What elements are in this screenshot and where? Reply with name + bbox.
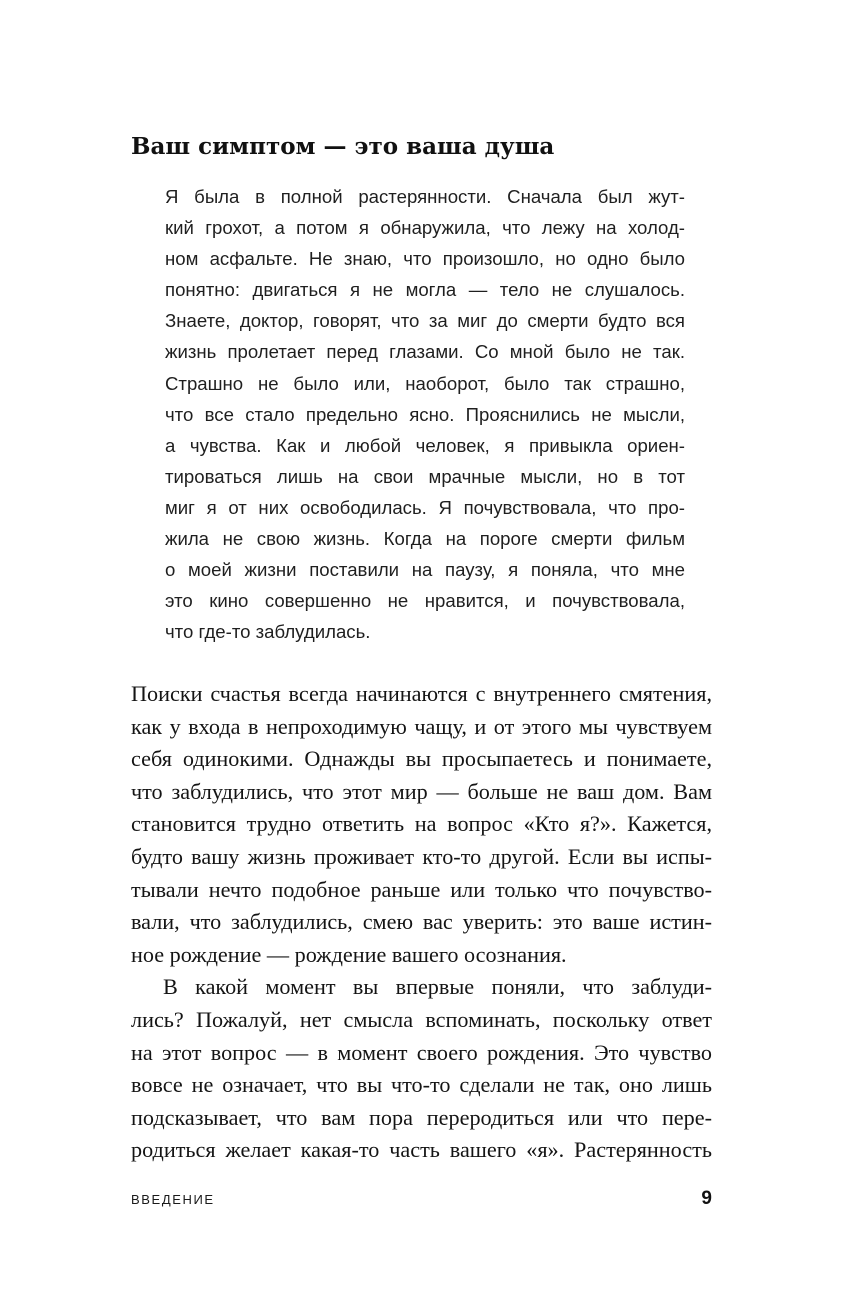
body-line: становится трудно ответить на вопрос «Кто я?». Кажется, [131, 811, 712, 837]
body-line: лись? Пожалуй, нет смысла вспоминать, поскольку ответ [131, 1006, 712, 1032]
body-line: родиться желает какая-то часть вашего «я». Растерянность [131, 1137, 712, 1163]
quote-line: тироваться лишь на свои мрачные мысли, но в тот [165, 465, 685, 487]
body-line: как у входа в непроходимую чащу, и от этого мы чувствуем [131, 713, 712, 739]
body-line: что заблудились, что этот мир — больше не ваш дом. Вам [131, 778, 712, 804]
body-line: на этот вопрос — в момент своего рождения. Это чувство [131, 1039, 712, 1065]
body-line: подсказывает, что вам пора переродиться или что пере- [131, 1104, 712, 1130]
quote-line: Страшно не было или, наоборот, было так страшно, [165, 372, 685, 394]
quote-line: ном асфальте. Не знаю, что произошло, но одно было [165, 248, 685, 270]
patient-quote [165, 181, 685, 647]
body-line: себя одинокими. Однажды вы просыпаетесь и понимаете, [131, 746, 712, 772]
body-line: вали, что заблудились, смею вас уверить: это ваше истин- [131, 909, 712, 935]
quote-line: понятно: двигаться я не могла — тело не слушалось. [165, 279, 685, 301]
paragraph-2 [131, 971, 712, 1167]
body-line: вовсе не означает, что вы что-то сделали не так, оно лишь [131, 1072, 712, 1098]
section-heading: Ваш симптом — это ваша душа [131, 133, 555, 160]
quote-line: что все стало предельно ясно. Прояснились не мысли, [165, 403, 685, 425]
paragraph-1 [131, 678, 712, 971]
quote-line: а чувства. Как и любой человек, я привыкла ориен- [165, 434, 685, 456]
quote-line: это кино совершенно не нравится, и почувствовала, [165, 590, 685, 612]
quote-line: Я была в полной растерянности. Сначала был жут- [165, 186, 685, 207]
body-line: тывали нечто подобное раньше или только что почувство- [131, 876, 712, 902]
body-text [131, 678, 712, 1167]
quote-line: кий грохот, а потом я обнаружила, что лежу на холод- [165, 217, 685, 239]
body-line: будто вашу жизнь проживает кто-то другой. Если вы испы- [131, 843, 712, 869]
body-line: В какой момент вы впервые поняли, что заблуди- [163, 974, 712, 1000]
quote-line: миг я от них освободилась. Я почувствовала, что про- [165, 496, 685, 518]
quote-line: жизнь пролетает перед глазами. Со мной было не так. [165, 341, 685, 363]
page-number: 9 [701, 1188, 712, 1209]
body-line: Поиски счастья всегда начинаются с внутреннего смятения, [131, 681, 712, 706]
quote-line: что где-то заблудилась. [165, 621, 371, 643]
quote-line: жила не свою жизнь. Когда на пороге смерти фильм [165, 528, 685, 550]
quote-line: Знаете, доктор, говорят, что за миг до смерти будто вся [165, 310, 685, 332]
quote-line: о моей жизни поставили на паузу, я поняла, что мне [165, 559, 685, 581]
body-line: ное рождение — рождение вашего осознания. [131, 941, 567, 967]
running-footer: ВВЕДЕНИЕ [131, 1192, 215, 1207]
